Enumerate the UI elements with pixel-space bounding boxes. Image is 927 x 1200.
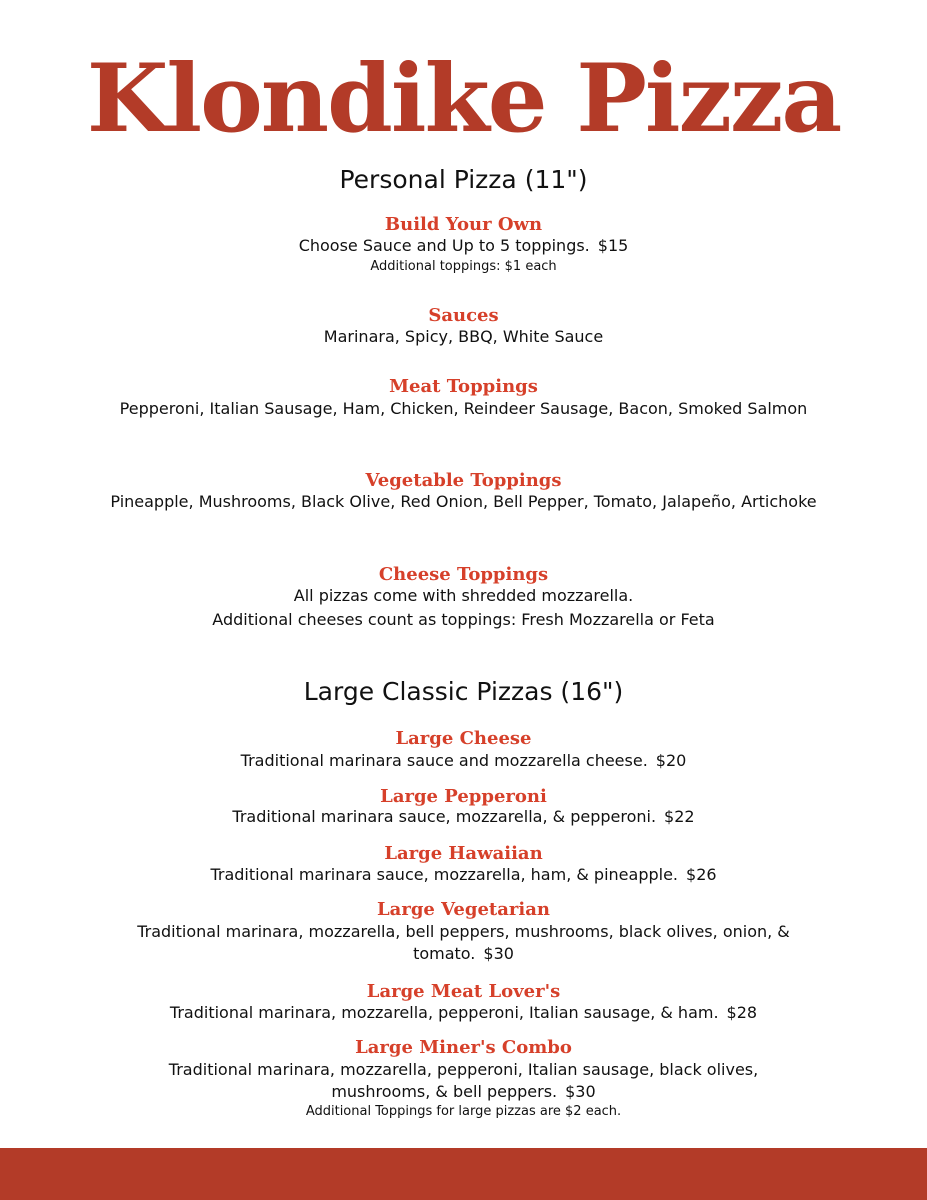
sauces-list: Marinara, Spicy, BBQ, White Sauce (323, 327, 604, 346)
description-text: Traditional marinara sauce and mozzarella cheese. (240, 751, 648, 770)
section-heading-large: Large Classic Pizzas (16") (303, 677, 624, 706)
description-text: Choose Sauce and Up to 5 toppings. (298, 236, 590, 255)
item-name-large-cheese: Large Cheese (395, 728, 532, 749)
item-name-sauces: Sauces (428, 305, 499, 326)
item-price: $15 (597, 236, 629, 255)
menu-title: Klondike Pizza (86, 44, 841, 154)
item-description-large-pepperoni (110, 806, 817, 828)
item-price: $22 (664, 807, 695, 826)
item-name-large-meat-lovers: Large Meat Lover's (366, 981, 561, 1002)
item-price: $20 (655, 751, 687, 770)
description-text: Traditional marinara, mozzarella, pepperoni, Italian sausage, & ham. (169, 1003, 719, 1022)
description-text: Traditional marinara sauce, mozzarella, ham, & pineapple. (210, 865, 679, 884)
item-price: $30 (565, 1082, 596, 1101)
item-price: $28 (726, 1003, 758, 1022)
item-name-vegetable-toppings: Vegetable Toppings (365, 470, 562, 491)
item-price: $26 (686, 865, 717, 884)
item-description-large-meat-lovers (100, 1002, 827, 1024)
item-price: $30 (483, 944, 514, 963)
section-heading-personal: Personal Pizza (11") (339, 165, 588, 194)
footer-bar (0, 1148, 927, 1200)
item-name-meat-toppings: Meat Toppings (389, 376, 538, 397)
item-name-large-hawaiian: Large Hawaiian (384, 843, 543, 864)
additional-toppings-note: Additional toppings: $1 each (370, 259, 557, 274)
item-description-large-hawaiian (110, 864, 817, 886)
item-name-large-pepperoni: Large Pepperoni (380, 786, 547, 807)
item-name-large-vegetarian: Large Vegetarian (377, 899, 550, 920)
item-description-large-miners-combo (120, 1059, 807, 1103)
description-text: Traditional marinara sauce, mozzarella, & pepperoni. (232, 807, 657, 826)
item-description-large-vegetarian (100, 921, 827, 965)
large-toppings-note: Additional Toppings for large pizzas are $2 each. (305, 1104, 622, 1119)
description-text: Traditional marinara, mozzarella, bell peppers, mushrooms, black olives, onion, & tomato. (137, 922, 790, 963)
item-description-build-your-own (110, 235, 817, 257)
item-name-cheese-toppings: Cheese Toppings (378, 564, 549, 585)
item-name-large-miners-combo: Large Miner's Combo (355, 1037, 572, 1058)
item-description-large-cheese (110, 750, 817, 772)
cheese-note-line-1: All pizzas come with shredded mozzarella. (293, 586, 634, 605)
meat-toppings-list: Pepperoni, Italian Sausage, Ham, Chicken, Reindeer Sausage, Bacon, Smoked Salmon (119, 399, 808, 418)
description-text: Traditional marinara, mozzarella, pepperoni, Italian sausage, black olives, mushrooms, & bell peppers. (168, 1060, 759, 1101)
cheese-note-line-2: Additional cheeses count as toppings: Fresh Mozzarella or Feta (212, 610, 715, 629)
vegetable-toppings-list: Pineapple, Mushrooms, Black Olive, Red Onion, Bell Pepper, Tomato, Jalapeño, Artichoke (110, 492, 817, 511)
item-name-build-your-own: Build Your Own (384, 214, 543, 235)
